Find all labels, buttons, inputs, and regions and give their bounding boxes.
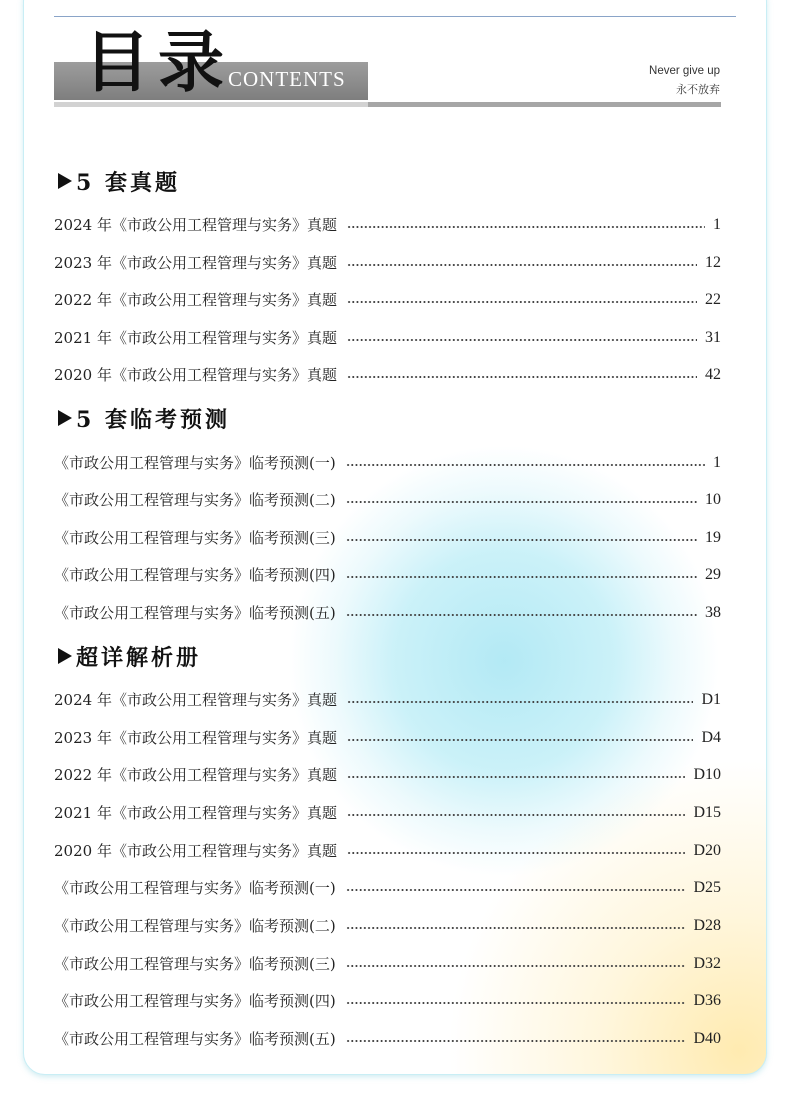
toc-entry-label: 《市政公用工程管理与实务》临考预测(二)	[54, 917, 336, 935]
toc-entry[interactable]	[54, 839, 721, 863]
toc-entry-page: D20	[693, 842, 721, 859]
header-rule-dark	[368, 102, 721, 107]
section-heading-mock-exams	[58, 405, 230, 435]
toc-entry-label: 《市政公用工程管理与实务》临考预测(五)	[54, 604, 336, 622]
section-heading-solutions	[58, 643, 201, 673]
toc-entry-label: 2021 年《市政公用工程管理与实务》真题	[54, 804, 337, 822]
dot-leader	[346, 614, 697, 616]
dot-leader	[347, 301, 697, 303]
dot-leader	[346, 965, 686, 967]
toc-entry-page: 10	[705, 491, 721, 508]
toc-entry-page: D36	[693, 992, 721, 1009]
section-heading-real-exams	[58, 168, 180, 198]
toc-entry[interactable]	[54, 726, 721, 750]
toc-entry[interactable]	[54, 251, 721, 275]
toc-entry-page: D10	[693, 766, 721, 783]
dot-leader	[346, 539, 697, 541]
dot-leader	[347, 339, 697, 341]
dot-leader	[346, 464, 705, 466]
toc-entry-page: D32	[693, 955, 721, 972]
toc-entry[interactable]	[54, 801, 721, 825]
dot-leader	[346, 1002, 686, 1004]
toc-entry[interactable]	[54, 876, 721, 900]
toc-entry-label: 2022 年《市政公用工程管理与实务》真题	[54, 766, 337, 784]
toc-entry-page: 1	[713, 216, 721, 233]
toc-entry[interactable]	[54, 688, 721, 712]
toc-entry[interactable]	[54, 288, 721, 312]
dot-leader	[347, 701, 693, 703]
toc-entry-label: 2024 年《市政公用工程管理与实务》真题	[54, 216, 337, 234]
page-title: 目录	[84, 23, 232, 101]
toc-entry-page: 42	[705, 366, 721, 383]
toc-entry-label: 《市政公用工程管理与实务》临考预测(二)	[54, 491, 336, 509]
toc-entry-page: 31	[705, 329, 721, 346]
toc-entry[interactable]	[54, 326, 721, 350]
toc-entry-page: D15	[693, 804, 721, 821]
toc-entry-page: D40	[693, 1030, 721, 1047]
header-rule-light	[54, 102, 368, 107]
toc-entry-label: 《市政公用工程管理与实务》临考预测(三)	[54, 955, 336, 973]
toc-entry[interactable]	[54, 213, 721, 237]
toc-entry-label: 2023 年《市政公用工程管理与实务》真题	[54, 254, 337, 272]
toc-entry-page: 29	[705, 566, 721, 583]
toc-entry-page: 22	[705, 291, 721, 308]
triangle-bullet-icon	[58, 648, 72, 664]
motto-en: Never give up	[649, 65, 720, 77]
section-heading-label: 5 套真题	[76, 170, 180, 196]
toc-entry[interactable]	[54, 989, 721, 1013]
toc-entry[interactable]	[54, 763, 721, 787]
toc-entry-label: 2024 年《市政公用工程管理与实务》真题	[54, 691, 337, 709]
toc-entry-label: 《市政公用工程管理与实务》临考预测(四)	[54, 992, 336, 1010]
toc-entry-page: 19	[705, 529, 721, 546]
dot-leader	[347, 739, 693, 741]
toc-entry[interactable]	[54, 563, 721, 587]
toc-entry-label: 2020 年《市政公用工程管理与实务》真题	[54, 842, 337, 860]
toc-entry-page: D25	[693, 879, 721, 896]
toc-entry-label: 《市政公用工程管理与实务》临考预测(五)	[54, 1030, 336, 1048]
toc-entry[interactable]	[54, 363, 721, 387]
toc-entry[interactable]	[54, 526, 721, 550]
toc-entry-label: 《市政公用工程管理与实务》临考预测(三)	[54, 529, 336, 547]
toc-entry-page: D28	[693, 917, 721, 934]
dot-leader	[346, 927, 686, 929]
dot-leader	[346, 576, 697, 578]
section-heading-label: 超详解析册	[76, 645, 202, 671]
toc-entry[interactable]	[54, 451, 721, 475]
toc-entry-label: 2020 年《市政公用工程管理与实务》真题	[54, 366, 337, 384]
dot-leader	[347, 776, 685, 778]
dot-leader	[346, 501, 697, 503]
top-rule	[54, 16, 736, 17]
dot-leader	[347, 852, 685, 854]
dot-leader	[347, 264, 697, 266]
page-title-en: CONTENTS	[228, 67, 346, 91]
triangle-bullet-icon	[58, 410, 72, 426]
dot-leader	[347, 226, 705, 228]
dot-leader	[346, 1040, 686, 1042]
toc-entry[interactable]	[54, 601, 721, 625]
dot-leader	[347, 814, 685, 816]
toc-entry-label: 2022 年《市政公用工程管理与实务》真题	[54, 291, 337, 309]
toc-entry[interactable]	[54, 914, 721, 938]
dot-leader	[346, 889, 686, 891]
toc-entry[interactable]	[54, 1027, 721, 1051]
dot-leader	[347, 376, 697, 378]
toc-entry[interactable]	[54, 488, 721, 512]
toc-entry-page: D1	[701, 691, 721, 708]
toc-entry-label: 《市政公用工程管理与实务》临考预测(四)	[54, 566, 336, 584]
toc-entry-label: 《市政公用工程管理与实务》临考预测(一)	[54, 879, 336, 897]
toc-entry-page: 1	[713, 454, 721, 471]
toc-entry-label: 2021 年《市政公用工程管理与实务》真题	[54, 329, 337, 347]
toc-entry-page: 12	[705, 254, 721, 271]
toc-entry-page: D4	[701, 729, 721, 746]
section-heading-label: 5 套临考预测	[76, 407, 230, 433]
toc-entry-label: 《市政公用工程管理与实务》临考预测(一)	[54, 454, 336, 472]
motto-cn: 永不放弃	[676, 83, 720, 96]
triangle-bullet-icon	[58, 173, 72, 189]
toc-entry-label: 2023 年《市政公用工程管理与实务》真题	[54, 729, 337, 747]
toc-entry[interactable]	[54, 952, 721, 976]
toc-entry-page: 38	[705, 604, 721, 621]
